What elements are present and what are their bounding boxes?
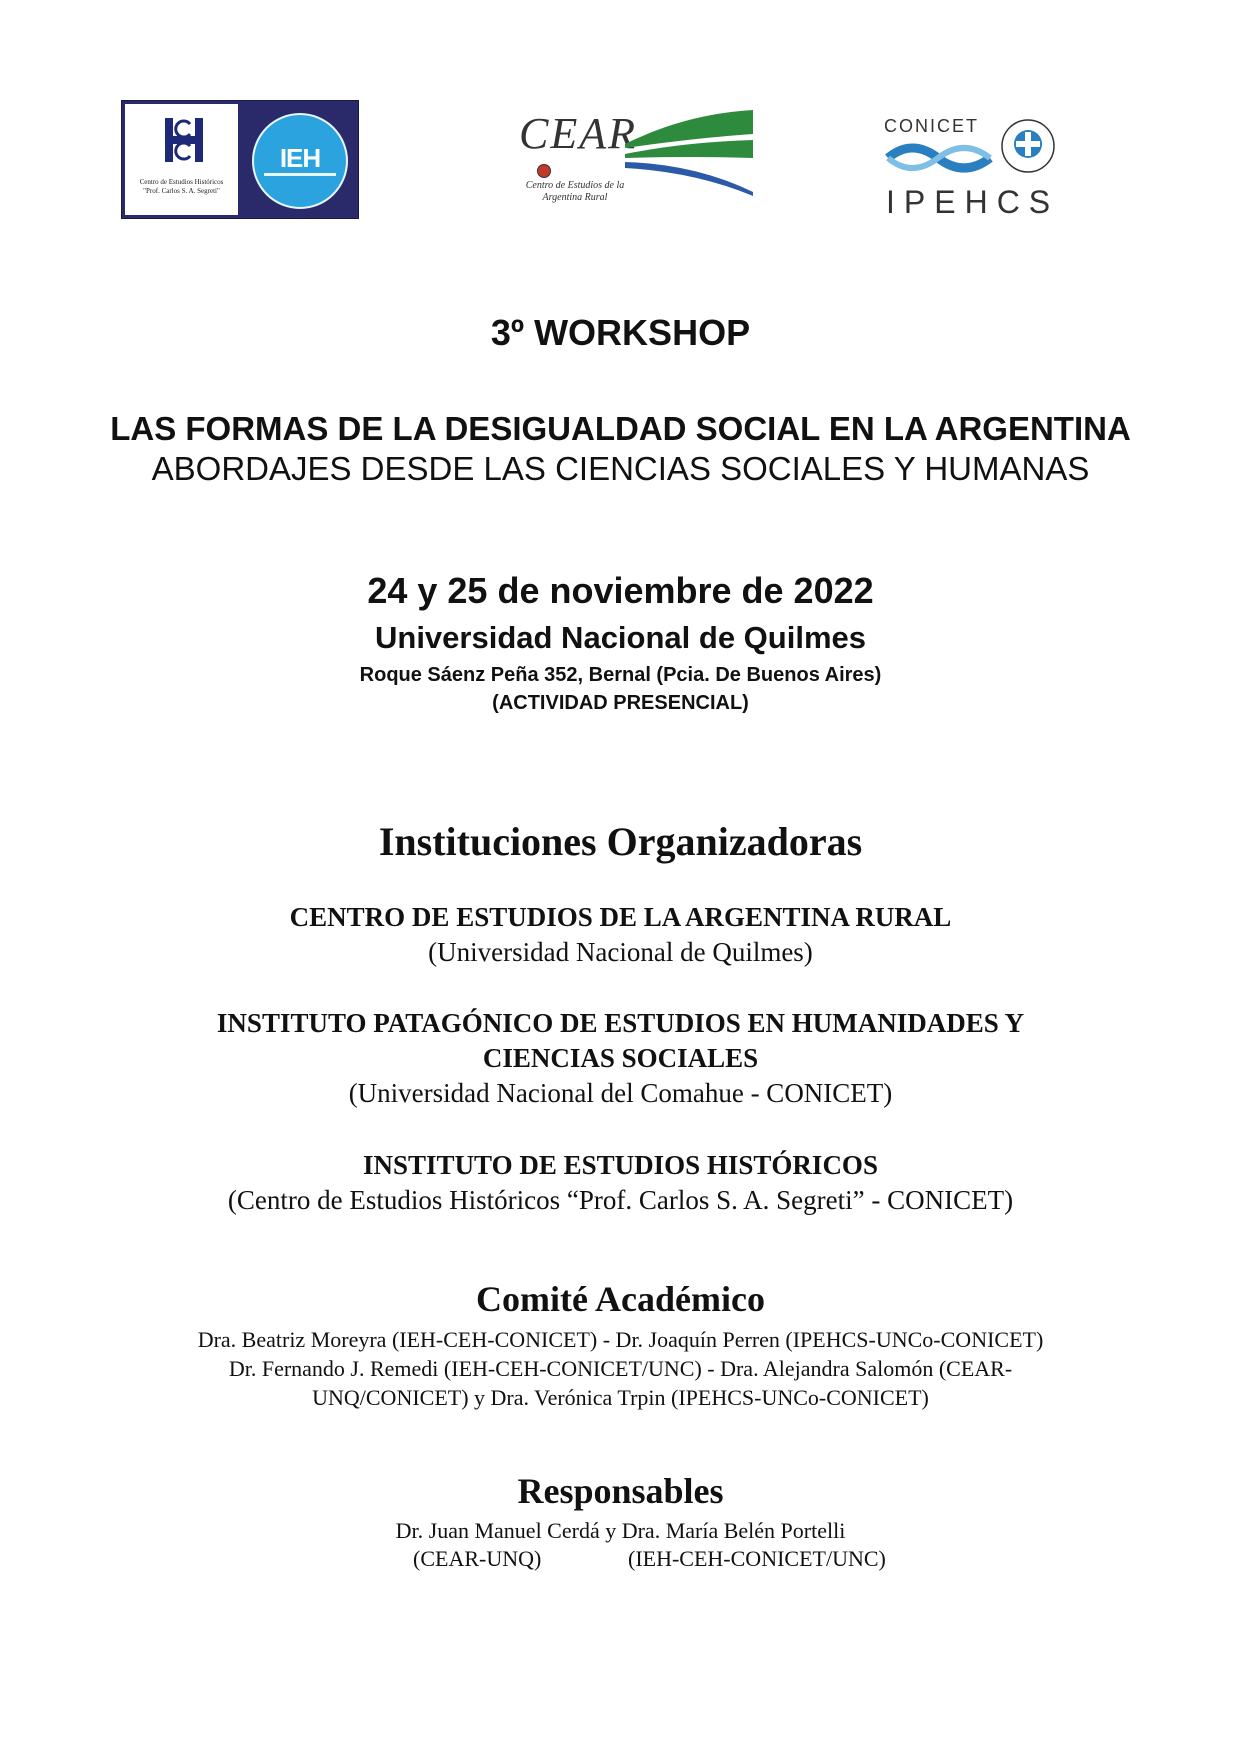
institutions-heading: Instituciones Organizadoras (378, 819, 863, 864)
ieh-badge-underline (264, 173, 336, 176)
cear-subtitle-line1: Centro de Estudios de la (525, 180, 625, 191)
conicet-ipehcs-logo (880, 112, 1060, 220)
ieh-badge (252, 113, 348, 209)
ceh-logo (125, 104, 238, 215)
institution-affiliation: (Centro de Estudios Históricos “Prof. Carlos S. A. Segreti” - CONICET) (227, 1185, 1014, 1215)
event-address: Roque Sáenz Peña 352, Bernal (Pcia. De Buenos Aires) (359, 664, 882, 686)
event-date: 24 y 25 de noviembre de 2022 (367, 570, 874, 611)
committee-heading: Comité Académico (476, 1279, 765, 1319)
committee-line: Dr. Fernando J. Remedi (IEH-CEH-CONICET/UNC) - Dra. Alejandra Salomón (CEAR- (228, 1356, 1013, 1381)
cear-field-stripes-icon (625, 110, 757, 202)
ipehcs-wordmark: IPEHCS (886, 184, 1060, 220)
ceh-emblem-icon (163, 116, 205, 164)
event-subtitle: ABORDAJES DESDE LAS CIENCIAS SOCIALES Y HUMANAS (151, 450, 1090, 487)
university-seal-icon (1000, 118, 1056, 174)
university-stamp-icon (537, 164, 551, 178)
ieh-badge-text: IEH (279, 143, 321, 173)
cear-subtitle (515, 180, 635, 204)
responsables-names: Dr. Juan Manuel Cerdá y Dra. María Belén Portelli (395, 1518, 846, 1543)
institution-affiliation: (Universidad Nacional del Comahue - CONICET) (348, 1078, 893, 1108)
conicet-wordmark: CONICET (884, 116, 979, 136)
institution-name: INSTITUTO PATAGÓNICO DE ESTUDIOS EN HUMANIDADES Y (216, 1008, 1025, 1038)
cear-wordmark: CEAR (519, 109, 637, 158)
responsable-affiliation-1: (CEAR-UNQ) (413, 1546, 542, 1571)
cear-logo (515, 108, 755, 208)
institution-name-continued: CIENCIAS SOCIALES (482, 1043, 759, 1073)
ceh-caption-line2: "Prof. Carlos S. A. Segreti" (143, 187, 220, 195)
workshop-label: 3º WORKSHOP (490, 312, 751, 353)
ceh-caption-line1: Centro de Estudios Históricos (139, 178, 224, 186)
conicet-wave-icon (884, 142, 994, 174)
committee-line: Dra. Beatriz Moreyra (IEH-CEH-CONICET) - Dr. Joaquín Perren (IPEHCS-UNCo-CONICET) (197, 1327, 1044, 1352)
institution-name: INSTITUTO DE ESTUDIOS HISTÓRICOS (363, 1150, 878, 1180)
ceh-caption (125, 178, 238, 196)
institution-affiliation: (Universidad Nacional de Quilmes) (428, 937, 813, 967)
responsables-heading: Responsables (517, 1471, 724, 1511)
ceh-ieh-logo (121, 100, 359, 219)
responsable-affiliation-2: (IEH-CEH-CONICET/UNC) (628, 1546, 886, 1571)
event-title: LAS FORMAS DE LA DESIGUALDAD SOCIAL EN LA ARGENTINA (110, 410, 1131, 447)
cear-subtitle-line2: Argentina Rural (542, 192, 608, 203)
event-venue: Universidad Nacional de Quilmes (375, 620, 866, 655)
committee-line: UNQ/CONICET) y Dra. Verónica Trpin (IPEHCS-UNCo-CONICET) (312, 1385, 929, 1410)
event-modality: (ACTIVIDAD PRESENCIAL) (492, 692, 749, 714)
institution-name: CENTRO DE ESTUDIOS DE LA ARGENTINA RURAL (289, 902, 952, 932)
